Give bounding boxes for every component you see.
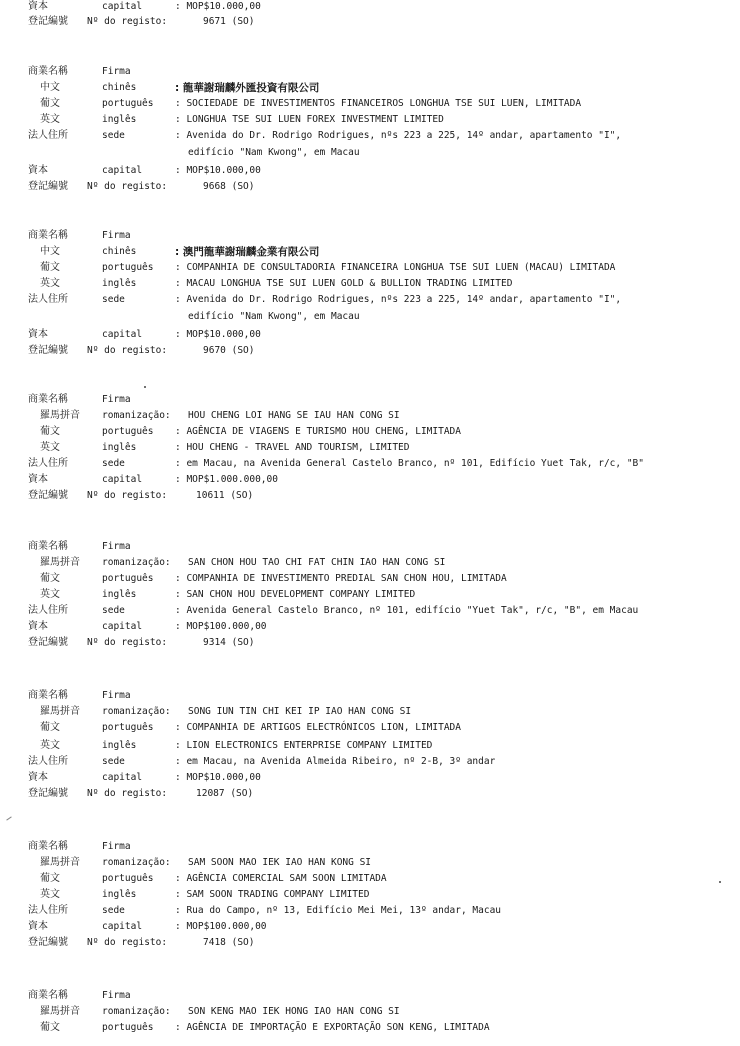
capital-label-pt: capital [102,921,143,932]
sede-value: : Avenida do Dr. Rodrigo Rodrigues, nºs 223 a 225, 14º andar, apartamento "I", [175,294,622,305]
name-portuguese: : SOCIEDADE DE INVESTIMENTOS FINANCEIROS LONGHUA TSE SUI LUEN, LIMITADA [175,98,582,109]
sede-label-pt: sede [102,130,125,141]
ingles-label-pt: inglês [102,442,137,453]
portugues-label-pt: português [102,873,154,884]
sede-value: : Avenida do Dr. Rodrigo Rodrigues, nºs 223 a 225, 14º andar, apartamento "I", [175,130,622,141]
chines-label-zh: 中文 [40,82,60,93]
capital-label-pt: capital [102,329,143,340]
romanizacao-label-pt: romanização: [102,706,171,717]
capital-value: : MOP$10.000,00 [175,1,261,12]
registo-label-pt: Nº do registo: [87,937,168,948]
ingles-label-pt: inglês [102,278,137,289]
name-portuguese: : AGÊNCIA DE IMPORTAÇÃO E EXPORTAÇÃO SON KENG, LIMITADA [175,1022,490,1033]
romanizacao-label-zh: 羅馬拼音 [40,1006,80,1017]
capital-label-zh: 資本 [28,165,48,176]
sede-value-cont: edifício "Nam Kwong", em Macau [188,147,360,158]
capital-label-zh: 資本 [28,1,48,12]
name-romanized: SAN CHON HOU TAO CHI FAT CHIN IAO HAN CONG SI [188,557,446,568]
ingles-label-zh: 英文 [40,589,60,600]
registo-label-zh: 登記編號 [28,490,68,501]
firma-label-pt: Firma [102,990,131,1001]
registo-value: 12087 (SO) [196,788,254,799]
sede-label-pt: sede [102,294,125,305]
registo-label-pt: Nº do registo: [87,345,168,356]
name-english: : MACAU LONGHUA TSE SUI LUEN GOLD & BULLION TRADING LIMITED [175,278,513,289]
registo-label-zh: 登記編號 [28,16,68,27]
sede-label-zh: 法人住所 [28,605,68,616]
scan-speck [719,881,721,883]
name-chinese: : 龍華謝瑞麟外匯投資有限公司 [175,82,320,94]
sede-value-cont: edifício "Nam Kwong", em Macau [188,311,360,322]
registo-value: 9671 (SO) [203,16,255,27]
name-romanized: SONG IUN TIN CHI KEI IP IAO HAN CONG SI [188,706,412,717]
sede-value: : em Macau, na Avenida General Castelo Branco, nº 101, Edifício Yuet Tak, r/c, "B" [175,458,644,469]
portugues-label-pt: português [102,98,154,109]
scan-speck [144,386,146,388]
firma-label-pt: Firma [102,841,131,852]
registo-value: 10611 (SO) [196,490,254,501]
portugues-label-zh: 葡文 [40,426,60,437]
firma-label-pt: Firma [102,394,131,405]
name-english: : HOU CHENG - TRAVEL AND TOURISM, LIMITED [175,442,410,453]
registo-label-zh: 登記編號 [28,181,68,192]
portugues-label-pt: português [102,573,154,584]
name-english: : SAN CHON HOU DEVELOPMENT COMPANY LIMITED [175,589,416,600]
capital-value: : MOP$10.000,00 [175,329,261,340]
ingles-label-zh: 英文 [40,889,60,900]
portugues-label-zh: 葡文 [40,262,60,273]
capital-label-zh: 資本 [28,474,48,485]
registo-label-pt: Nº do registo: [87,637,168,648]
name-portuguese: : COMPANHIA DE ARTIGOS ELECTRÓNICOS LION, LIMITADA [175,722,461,733]
registo-value: 9314 (SO) [203,637,255,648]
portugues-label-pt: português [102,426,154,437]
ingles-label-zh: 英文 [40,114,60,125]
sede-label-pt: sede [102,605,125,616]
capital-value: : MOP$1.000.000,00 [175,474,278,485]
portugues-label-pt: português [102,722,154,733]
name-portuguese: : COMPANHIA DE CONSULTADORIA FINANCEIRA LONGHUA TSE SUI LUEN (MACAU) LIMITADA [175,262,616,273]
registo-label-zh: 登記編號 [28,345,68,356]
capital-value: : MOP$10.000,00 [175,165,261,176]
romanizacao-label-zh: 羅馬拼音 [40,706,80,717]
chines-label-pt: chinês [102,82,137,93]
romanizacao-label-pt: romanização: [102,410,171,421]
chines-label-zh: 中文 [40,246,60,257]
capital-label-zh: 資本 [28,621,48,632]
firma-label-pt: Firma [102,541,131,552]
name-chinese: : 澳門龍華謝瑞麟金業有限公司 [175,246,320,258]
name-romanized: SON KENG MAO IEK HONG IAO HAN CONG SI [188,1006,400,1017]
name-romanized: HOU CHENG LOI HANG SE IAU HAN CONG SI [188,410,400,421]
firma-label-zh: 商業名稱 [28,841,68,852]
registo-label-zh: 登記編號 [28,788,68,799]
sede-label-zh: 法人住所 [28,905,68,916]
capital-label-pt: capital [102,165,143,176]
firma-label-pt: Firma [102,230,131,241]
name-portuguese: : AGÊNCIA COMERCIAL SAM SOON LIMITADA [175,873,387,884]
sede-value: : em Macau, na Avenida Almeida Ribeiro, nº 2-B, 3º andar [175,756,496,767]
ingles-label-pt: inglês [102,589,137,600]
romanizacao-label-zh: 羅馬拼音 [40,557,80,568]
romanizacao-label-pt: romanização: [102,857,171,868]
registo-label-pt: Nº do registo: [87,16,168,27]
romanizacao-label-pt: romanização: [102,557,171,568]
portugues-label-zh: 葡文 [40,722,60,733]
name-portuguese: : COMPANHIA DE INVESTIMENTO PREDIAL SAN CHON HOU, LIMITADA [175,573,507,584]
capital-label-pt: capital [102,474,143,485]
ingles-label-zh: 英文 [40,278,60,289]
capital-label-pt: capital [102,1,143,12]
name-english: : SAM SOON TRADING COMPANY LIMITED [175,889,370,900]
name-romanized: SAM SOON MAO IEK IAO HAN KONG SI [188,857,372,868]
portugues-label-pt: português [102,1022,154,1033]
firma-label-zh: 商業名稱 [28,541,68,552]
capital-label-pt: capital [102,621,143,632]
sede-label-zh: 法人住所 [28,756,68,767]
portugues-label-zh: 葡文 [40,573,60,584]
capital-value: : MOP$10.000,00 [175,772,261,783]
ingles-label-pt: inglês [102,740,137,751]
portugues-label-zh: 葡文 [40,98,60,109]
firma-label-zh: 商業名稱 [28,230,68,241]
portugues-label-zh: 葡文 [40,1022,60,1033]
scan-mark [6,816,11,820]
capital-label-zh: 資本 [28,329,48,340]
registo-value: 7418 (SO) [203,937,255,948]
firma-label-zh: 商業名稱 [28,66,68,77]
sede-label-pt: sede [102,905,125,916]
capital-label-pt: capital [102,772,143,783]
romanizacao-label-pt: romanização: [102,1006,171,1017]
registo-value: 9668 (SO) [203,181,255,192]
sede-label-pt: sede [102,756,125,767]
sede-label-pt: sede [102,458,125,469]
name-portuguese: : AGÊNCIA DE VIAGENS E TURISMO HOU CHENG, LIMITADA [175,426,461,437]
ingles-label-pt: inglês [102,114,137,125]
ingles-label-pt: inglês [102,889,137,900]
sede-value: : Avenida General Castelo Branco, nº 101, edifício "Yuet Tak", r/c, "B", em Macau [175,605,639,616]
ingles-label-zh: 英文 [40,442,60,453]
portugues-label-pt: português [102,262,154,273]
capital-label-zh: 資本 [28,772,48,783]
capital-label-zh: 資本 [28,921,48,932]
sede-label-zh: 法人住所 [28,294,68,305]
firma-label-pt: Firma [102,690,131,701]
portugues-label-zh: 葡文 [40,873,60,884]
firma-label-zh: 商業名稱 [28,394,68,405]
capital-value: : MOP$100.000,00 [175,621,267,632]
firma-label-zh: 商業名稱 [28,690,68,701]
firma-label-zh: 商業名稱 [28,990,68,1001]
sede-value: : Rua do Campo, nº 13, Edifício Mei Mei, 13º andar, Macau [175,905,502,916]
sede-label-zh: 法人住所 [28,130,68,141]
registo-label-pt: Nº do registo: [87,490,168,501]
name-english: : LION ELECTRONICS ENTERPRISE COMPANY LIMITED [175,740,433,751]
capital-value: : MOP$100.000,00 [175,921,267,932]
registo-label-pt: Nº do registo: [87,181,168,192]
registo-value: 9670 (SO) [203,345,255,356]
firma-label-pt: Firma [102,66,131,77]
romanizacao-label-zh: 羅馬拼音 [40,410,80,421]
ingles-label-zh: 英文 [40,740,60,751]
registo-label-zh: 登記編號 [28,937,68,948]
registo-label-pt: Nº do registo: [87,788,168,799]
chines-label-pt: chinês [102,246,137,257]
romanizacao-label-zh: 羅馬拼音 [40,857,80,868]
sede-label-zh: 法人住所 [28,458,68,469]
name-english: : LONGHUA TSE SUI LUEN FOREX INVESTMENT LIMITED [175,114,444,125]
registo-label-zh: 登記編號 [28,637,68,648]
